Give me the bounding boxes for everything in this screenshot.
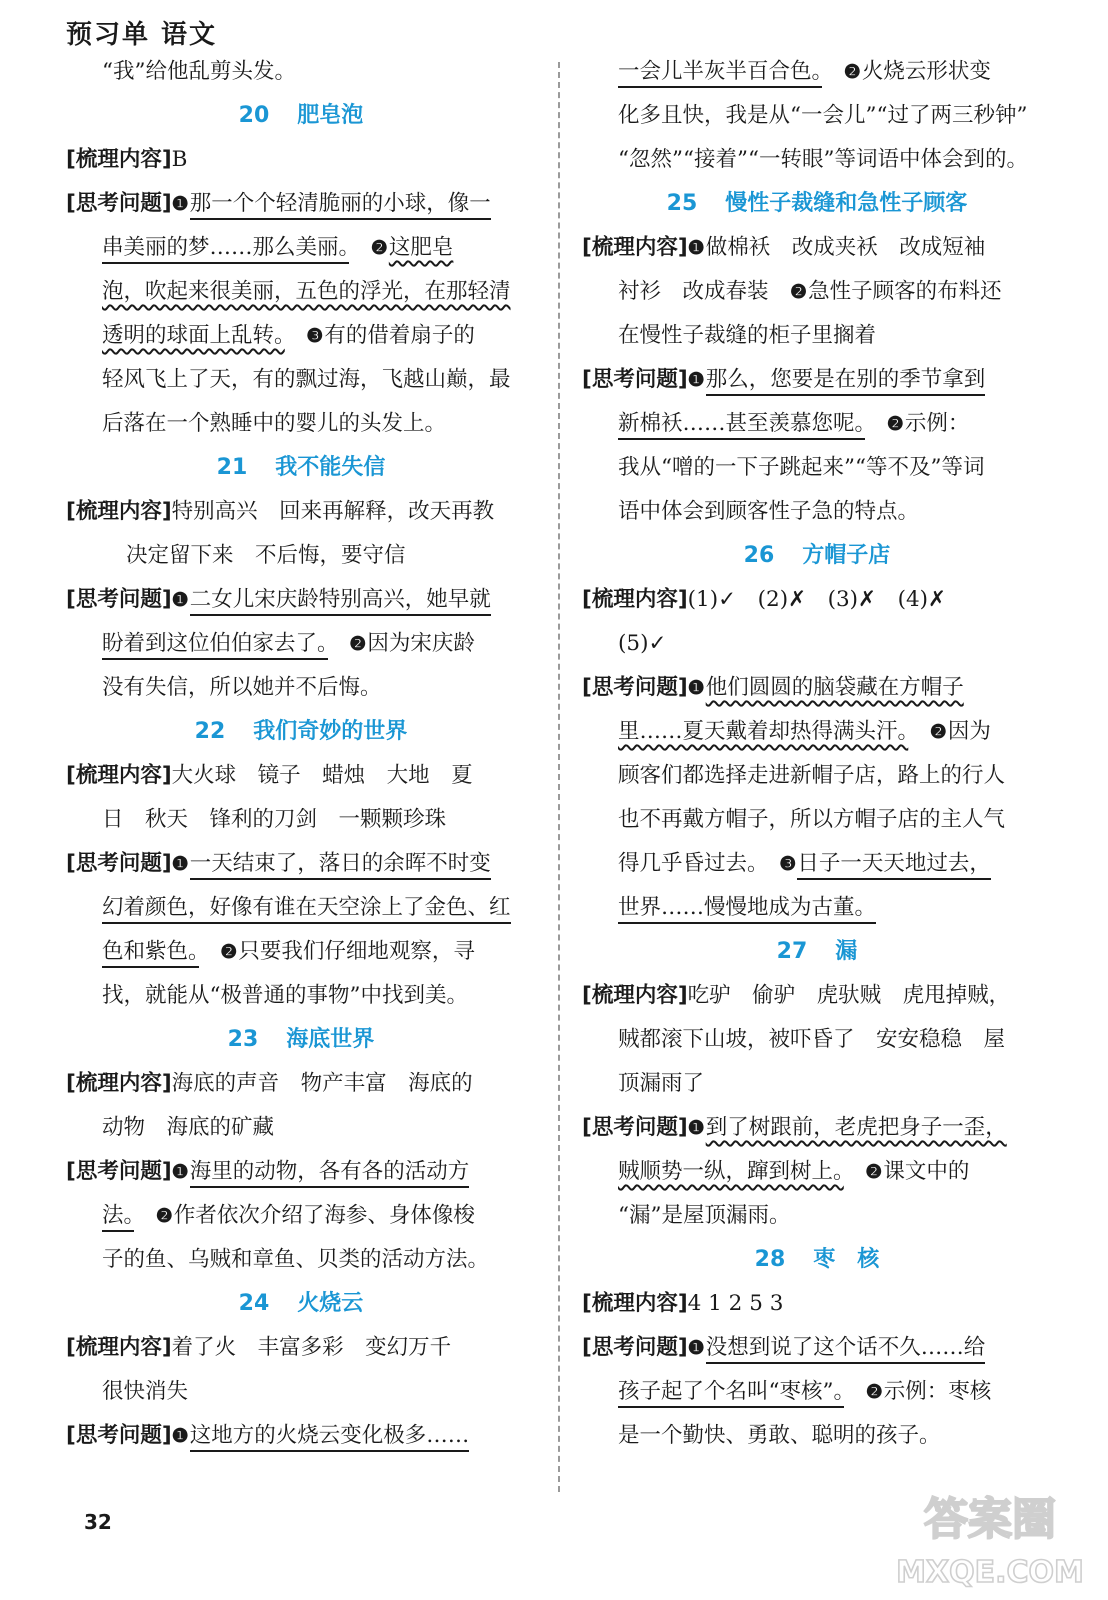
text-line: 幻着颜色，好像有谁在天空涂上了金色、红: [66, 886, 536, 930]
think-tag: [思考问题]: [66, 191, 172, 216]
text-line: 顾客们都选择走进新帽子店，路上的行人: [618, 763, 1006, 788]
think-line: [思考问题]❶二女儿宋庆龄特别高兴，她早就: [66, 578, 536, 622]
sort-tag: [梳理内容]: [66, 147, 172, 172]
sort-line: [梳理内容]海底的声音 物产丰富 海底的: [66, 1071, 473, 1096]
lesson-title-26: 26 方帽子店: [743, 543, 891, 568]
sort-line: [梳理内容]❶做棉袄 改成夹袄 改成短袖: [582, 235, 986, 260]
text-line: 色和紫色。 ❷只要我们仔细地观察，寻: [66, 930, 536, 974]
marker-1: ❶: [171, 193, 189, 215]
think-line: [思考问题]❶没想到说了这个话不久……给: [582, 1326, 1052, 1370]
watermark-text-bottom: MXQE.COM: [896, 1555, 1084, 1590]
text-line: 盼着到这位伯伯家去了。 ❷因为宋庆龄: [66, 622, 536, 666]
text-line: 一会儿半灰半百合色。 ❷火烧云形状变: [582, 50, 1052, 94]
text-line: 在慢性子裁缝的柜子里搁着: [618, 323, 877, 348]
text-line: 语中体会到顾客性子急的特点。: [618, 499, 920, 524]
text-line: “漏”是屋顶漏雨。: [618, 1203, 791, 1228]
sort-line: [梳理内容]4 1 2 5 3: [582, 1291, 784, 1316]
text-line: 日 秋天 锋利的刀剑 一颗颗珍珠: [102, 807, 447, 832]
sort-line: [梳理内容]B: [66, 147, 188, 172]
text-line: 衬衫 改成春装 ❷急性子顾客的布料还: [618, 279, 1002, 304]
text-line: 串美丽的梦……那么美丽。 ❷这肥皂: [66, 226, 536, 270]
lesson-title-24: 24 火烧云: [238, 1291, 364, 1316]
text-line: 化多且快，我是从“一会儿”“过了两三秒钟”: [618, 103, 1028, 128]
text-line: 是一个勤快、勇敢、聪明的孩子。: [618, 1423, 941, 1448]
text-line: 新棉袄……甚至羡慕您呢。 ❷示例：: [582, 402, 1052, 446]
marker-3: ❸: [306, 325, 324, 347]
text-line: 找，就能从“极普通的事物”中找到美。: [102, 983, 468, 1008]
sort-line: [梳理内容]大火球 镜子 蜡烛 大地 夏: [66, 763, 473, 788]
marker-2: ❷: [370, 237, 388, 259]
page-number: 32: [84, 1510, 112, 1534]
watermark-logo: [890, 1478, 1090, 1596]
column-divider: [558, 62, 560, 1492]
sort-line: [梳理内容](1)✓ (2)✗ (3)✗ (4)✗: [582, 587, 947, 612]
sort-line: [梳理内容]吃驴 偷驴 虎驮贼 虎甩掉贼，: [582, 983, 1011, 1008]
text-line: 世界……慢慢地成为古董。: [582, 886, 1052, 930]
lesson-title-28: 28 枣 核: [754, 1247, 880, 1272]
text-line: 子的鱼、乌贼和章鱼、贝类的活动方法。: [102, 1247, 490, 1272]
text-line: 决定留下来 不后悔，要守信: [126, 543, 406, 568]
text-line: 里……夏天戴着却热得满头汗。 ❷因为: [618, 719, 991, 744]
text-line: 顶漏雨了: [618, 1071, 705, 1096]
text-line: “忽然”“接着”“一转眼”等词语中体会到的。: [618, 147, 1028, 172]
lesson-title-22: 22 我们奇妙的世界: [194, 719, 408, 744]
think-line: [思考问题]❶到了树跟前，老虎把身子一歪，: [582, 1115, 1007, 1140]
text-line: 孩子起了个名叫“枣核”。 ❷示例：枣核: [582, 1370, 1052, 1414]
lesson-title-23: 23 海底世界: [227, 1027, 375, 1052]
think-line: [思考问题]❶他们圆圆的脑袋藏在方帽子: [582, 675, 964, 700]
text-line: 贼顺势一纵，蹿到树上。 ❷课文中的: [618, 1159, 970, 1184]
think-line: [思考问题]❶这地方的火烧云变化极多……: [66, 1414, 536, 1458]
text-line: 我从“噌的一下子跳起来”“等不及”等词: [618, 455, 985, 480]
lesson-title-21: 21 我不能失信: [216, 455, 386, 480]
text-line: 没有失信，所以她并不后悔。: [102, 675, 382, 700]
watermark-logo-graphic: [890, 1478, 1090, 1596]
text-line: 透明的球面上乱转。 ❸有的借着扇子的: [102, 323, 475, 348]
text-line: 也不再戴方帽子，所以方帽子店的主人气: [618, 807, 1006, 832]
sort-line: [梳理内容]着了火 丰富多彩 变幻万千: [66, 1335, 452, 1360]
think-line: [思考问题]❶那么，您要是在别的季节拿到: [582, 358, 1052, 402]
think-line: [思考问题]❶海里的动物，各有各的活动方: [66, 1150, 536, 1194]
text-line: (5)✓: [618, 631, 667, 656]
lesson-title-20: 20 肥皂泡: [238, 103, 364, 128]
text-line: 后落在一个熟睡中的婴儿的头发上。: [102, 411, 447, 436]
lesson-title-27: 27 漏: [776, 939, 858, 964]
right-column: [582, 50, 1052, 1458]
think-line: [思考问题]❶那一个个轻清脆丽的小球，像一: [66, 182, 536, 226]
page-header: 预习单 语文: [66, 20, 218, 50]
text-line: 法。 ❷作者依次介绍了海参、身体像梭: [66, 1194, 536, 1238]
text-line: 很快消失: [102, 1379, 189, 1404]
left-column: [66, 50, 536, 1458]
text-line: 得几乎昏过去。 ❸日子一天天地过去，: [582, 842, 1052, 886]
sort-line: [梳理内容]特别高兴 回来再解释，改天再教: [66, 499, 495, 524]
text-line: 动物 海底的矿藏: [102, 1115, 275, 1140]
think-line: [思考问题]❶一天结束了，落日的余晖不时变: [66, 842, 536, 886]
text-line: 轻风飞上了天，有的飘过海，飞越山巅，最: [102, 367, 511, 392]
text-line: “我”给他乱剪头发。: [102, 59, 296, 84]
lesson-title-25: 25 慢性子裁缝和急性子顾客: [666, 191, 968, 216]
watermark-text-top: 答案圈: [924, 1494, 1056, 1545]
text-line: 贼都滚下山坡，被吓昏了 安安稳稳 屋: [618, 1027, 1006, 1052]
text-line: 泡，吹起来很美丽，五色的浮光，在那轻清: [102, 279, 511, 304]
